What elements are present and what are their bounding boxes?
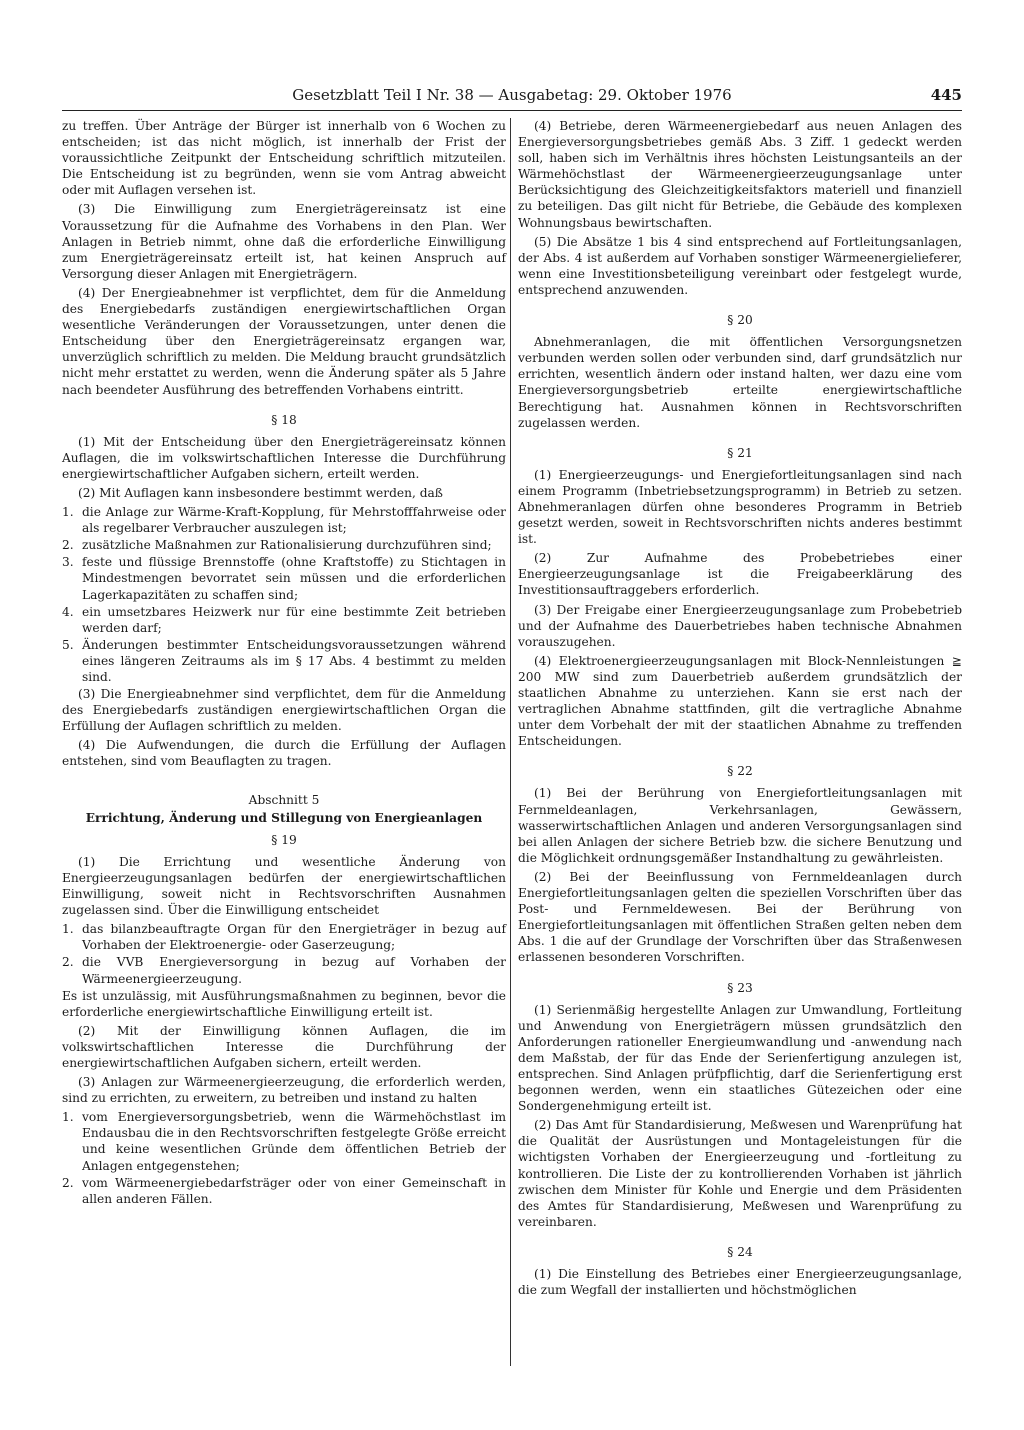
list-text: feste und flüssige Brennstoffe (ohne Kraftstoffe) zu Stichtagen in Mindestmengen bevorratet sein müssen und die erforderlichen Lagerkapazitäten zu schaffen sind;	[82, 555, 506, 602]
left-column	[62, 118, 506, 1208]
paragraph: (1) Die Einstellung des Betriebes einer Energieerzeugungsanlage, die zum Wegfall der installierten und höchstmöglichen	[518, 1267, 962, 1298]
list-text: zusätzliche Maßnahmen zur Rationalisierung durchzuführen sind;	[82, 538, 492, 553]
list-item	[62, 637, 506, 685]
section-heading-21: § 21	[727, 445, 753, 460]
paragraph: Es ist unzulässig, mit Ausführungsmaßnahmen zu beginnen, bevor die erforderliche energiewirtschaftliche Einwilligung erteilt ist.	[62, 988, 506, 1019]
list-text: vom Energieversorgungsbetrieb, wenn die Wärmehöchstlast im Endausbau die in den Rechtsvorschriften festgelegte Größe erreicht und keine wesentlichen Gründe dem öffentlichen Betrieb der Anlagen entgegenstehen;	[82, 1110, 506, 1173]
list-number: 1.	[62, 505, 74, 520]
paragraph: (1) Serienmäßig hergestellte Anlagen zur Umwandlung, Fortleitung und Anwendung von Energieträgern müssen grundsätzlich den Anforderungen rationeller Energieumwandlung und -anwendung nach dem Maßstab, der für das Ende der Serienfertigung anzulegen ist, entsprechen. Sind Anlagen prüfpflichtig, darf die Serienfertigung erst begonnen werden, wenn ein staatliches Gütezeichen oder eine Sondergenehmigung erteilt ist.	[518, 1002, 962, 1114]
section-heading-19: § 19	[271, 832, 297, 847]
list-item	[62, 554, 506, 602]
list-item	[62, 504, 506, 536]
paragraph: (1) Energieerzeugungs- und Energiefortleitungsanlagen sind nach einem Programm (Inbetriebsetzungsprogramm) in Betrieb zu setzen. Abnehmeranlagen dürfen ohne besonderes Programm in Betrieb gesetzt werden, soweit in Rechtsvorschriften nichts anderes bestimmt ist.	[518, 467, 962, 547]
list-number: 1.	[62, 922, 74, 937]
paragraph: (4) Der Energieabnehmer ist verpflichtet, dem für die Anmeldung des Energiebedarfs zuständigen energiewirtschaftlichen Organ wesentliche Veränderungen der Voraussetzungen, unter denen die Entscheidung über den Energieträgereinsatz ergangen war, unverzüglich schriftlich zu melden. Die Meldung braucht grundsätzlich nicht mehr erstattet zu werden, wenn die Änderung später als 5 Jahre nach beendeter Ausführung des betreffenden Vorhabens eintritt.	[62, 285, 506, 397]
section-heading-22: § 22	[727, 764, 753, 779]
paragraph: (5) Die Absätze 1 bis 4 sind entsprechend auf Fortleitungsanlagen, der Abs. 4 ist außerdem auf Vorhaben sonstiger Wärmeenergielieferer, wenn eine Investitionsbeteiligung vereinbart oder festgelegt wurde, entsprechend anzuwenden.	[518, 234, 962, 297]
paragraph: (3) Die Energieabnehmer sind verpflichtet, dem für die Anmeldung des Energiebedarfs zuständigen energiewirtschaftlichen Organ die Erfüllung der Auflagen schriftlich zu melden.	[62, 687, 506, 734]
paragraph: (4) Betriebe, deren Wärmeenergiebedarf aus neuen Anlagen des Energieversorgungsbetriebes gemäß Abs. 3 Ziff. 1 gedeckt werden soll, haben sich im Verhältnis ihres höchsten Leistungsanteils an der Wärmehöchstlast der Wärmeenergieerzeugungsanlage unter Berücksichtigung des Gleichzeitigkeitsfaktors materiell und finanziell zu beteiligen. Das gilt nicht für Betriebe, die Gebäude des komplexen Wohnungsbaus bewirtschaften.	[518, 119, 962, 230]
section-heading-18: § 18	[271, 412, 297, 427]
chapter-label: Abschnitt 5	[248, 792, 320, 807]
list-text: die VVB Energieversorgung in bezug auf Vorhaben der Wärmeenergieerzeugung.	[82, 955, 506, 986]
list-item	[62, 1109, 506, 1173]
list-text: das bilanzbeauftragte Organ für den Energieträger in bezug auf Vorhaben der Elektroenergie- oder Gaserzeugung;	[82, 922, 506, 953]
paragraph: (3) Die Einwilligung zum Energieträgereinsatz ist eine Voraussetzung für die Aufnahme des Vorhabens in den Plan. Wer Anlagen in Betrieb nimmt, ohne daß die erforderliche Einwilligung zum Energieträgereinsatz erteilt ist, hat keinen Anspruch auf Versorgung dieser Anlagen mit Energieträgern.	[62, 202, 506, 281]
list-number: 3.	[62, 555, 74, 570]
column-divider	[510, 118, 511, 1366]
page-number: 445	[930, 86, 962, 104]
header-title: Gesetzblatt Teil I Nr. 38 — Ausgabetag: 29. Oktober 1976	[292, 86, 732, 104]
list-text: vom Wärmeenergiebedarfsträger oder von einer Gemeinschaft in allen anderen Fällen.	[82, 1175, 506, 1206]
list-text: Änderungen bestimmter Entscheidungsvoraussetzungen während eines längeren Zeitraums als im § 17 Abs. 4 bestimmt zu melden sind.	[82, 637, 506, 684]
section-heading-20: § 20	[727, 313, 753, 328]
numbered-list	[62, 1109, 506, 1207]
page-header	[62, 84, 962, 111]
list-item	[62, 954, 506, 986]
list-number: 4.	[62, 604, 74, 619]
numbered-list	[62, 504, 506, 685]
paragraph: (2) Bei der Beeinflussung von Fernmeldeanlagen durch Energiefortleitungsanlagen gelten die speziellen Vorschriften über das Post- und Fernmeldewesen. Bei der Berührung von Energiefortleitungsanlagen mit öffentlichen Straßen gelten neben dem Abs. 1 die auf der Grundlage der Vorschriften über das Straßenwesen erlassenen besonderen Vorschriften.	[518, 869, 962, 965]
paragraph: (2) Zur Aufnahme des Probebetriebes einer Energieerzeugungsanlage ist die Freigabeerklärung des Investitionsauftraggebers erforderlich.	[518, 551, 962, 598]
list-text: die Anlage zur Wärme-Kraft-Kopplung, für Mehrstofffahrweise oder als regelbarer Verbraucher auszulegen ist;	[82, 505, 506, 536]
paragraph: (1) Mit der Entscheidung über den Energieträgereinsatz können Auflagen, die im volkswirtschaftlichen Interesse die Durchführung energiewirtschaftlicher Aufgaben sichern, erteilt werden.	[62, 434, 506, 481]
list-number: 1.	[62, 1110, 74, 1125]
list-number: 5.	[62, 637, 74, 652]
right-column	[518, 118, 962, 1301]
paragraph: (1) Bei der Berührung von Energiefortleitungsanlagen mit Fernmeldeanlagen, Verkehrsanlagen, Gewässern, wasserwirtschaftlichen Anlagen und anderen Versorgungsanlagen sind bei allen Anlagen der sichere Betrieb bzw. die sichere Benutzung und die Möglichkeit ordnungsgemäßer Instandhaltung zu gewährleisten.	[518, 786, 962, 865]
list-item	[62, 921, 506, 953]
list-text: ein umsetzbares Heizwerk nur für eine bestimmte Zeit betrieben werden darf;	[82, 604, 506, 635]
list-number: 2.	[62, 1175, 74, 1190]
section-heading-24: § 24	[727, 1244, 753, 1259]
list-item	[62, 1175, 506, 1207]
chapter-title: Errichtung, Änderung und Stillegung von Energieanlagen	[85, 810, 483, 825]
section-heading-23: § 23	[727, 980, 753, 995]
list-item	[62, 537, 506, 553]
list-number: 2.	[62, 955, 74, 970]
paragraph: (2) Das Amt für Standardisierung, Meßwesen und Warenprüfung hat die Qualität der Ausrüstungen und Montageleistungen für die wichtigsten Vorhaben der Energieerzeugung und -fortleitung zu kontrollieren. Die Liste der zu kontrollierenden Vorhaben ist jährlich zwischen dem Minister für Kohle und Energie und dem Präsidenten des Amtes für Standardisierung, Meßwesen und Warenprüfung zu vereinbaren.	[518, 1118, 962, 1229]
paragraph: (3) Anlagen zur Wärmeenergieerzeugung, die erforderlich werden, sind zu errichten, zu erweitern, zu betreiben und instand zu halten	[62, 1075, 506, 1106]
paragraph: (4) Elektroenergieerzeugungsanlagen mit Block-Nennleistungen ≧ 200 MW sind zum Dauerbetrieb außerdem grundsätzlich der staatlichen Abnahme zu unterziehen. Kann sie erst nach der vertraglichen Abnahme stattfinden, gilt die vertragliche Abnahme unter dem Vorbehalt der mit der staatlichen Abnahme zu treffenden Entscheidungen.	[518, 653, 962, 749]
paragraph: zu treffen. Über Anträge der Bürger ist innerhalb von 6 Wochen zu entscheiden; ist das nicht möglich, ist innerhalb der Frist der voraussichtliche Zeitpunkt der Entscheidung schriftlich mitzuteilen. Die Entscheidung ist zu begründen, wenn sie vom Antrag abweicht oder mit Auflagen versehen ist.	[62, 119, 506, 198]
list-item	[62, 604, 506, 636]
numbered-list	[62, 921, 506, 986]
paragraph: (4) Die Aufwendungen, die durch die Erfüllung der Auflagen entstehen, sind vom Beauflagten zu tragen.	[62, 738, 506, 769]
paragraph: (2) Mit Auflagen kann insbesondere bestimmt werden, daß	[78, 485, 443, 500]
paragraph: (2) Mit der Einwilligung können Auflagen, die im volkswirtschaftlichen Interesse die Durchführung der energiewirtschaftlichen Aufgaben sichern, erteilt werden.	[62, 1023, 506, 1070]
list-number: 2.	[62, 538, 74, 553]
paragraph: (3) Der Freigabe einer Energieerzeugungsanlage zum Probebetrieb und der Aufnahme des Dauerbetriebes haben technische Abnahmen vorauszugehen.	[518, 602, 962, 649]
paragraph: (1) Die Errichtung und wesentliche Änderung von Energieerzeugungsanlagen bedürfen der energiewirtschaftlichen Einwilligung, soweit nicht in Rechtsvorschriften Ausnahmen zugelassen sind. Über die Einwilligung entscheidet	[62, 854, 506, 918]
paragraph: Abnehmeranlagen, die mit öffentlichen Versorgungsnetzen verbunden werden sollen oder verbunden sind, darf grundsätzlich nur errichten, wesentlich ändern oder instand halten, wer dazu eine vom Energieversorgungsbetrieb erteilte energiewirtschaftliche Berechtigung hat. Ausnahmen können in Rechtsvorschriften zugelassen werden.	[518, 335, 962, 430]
